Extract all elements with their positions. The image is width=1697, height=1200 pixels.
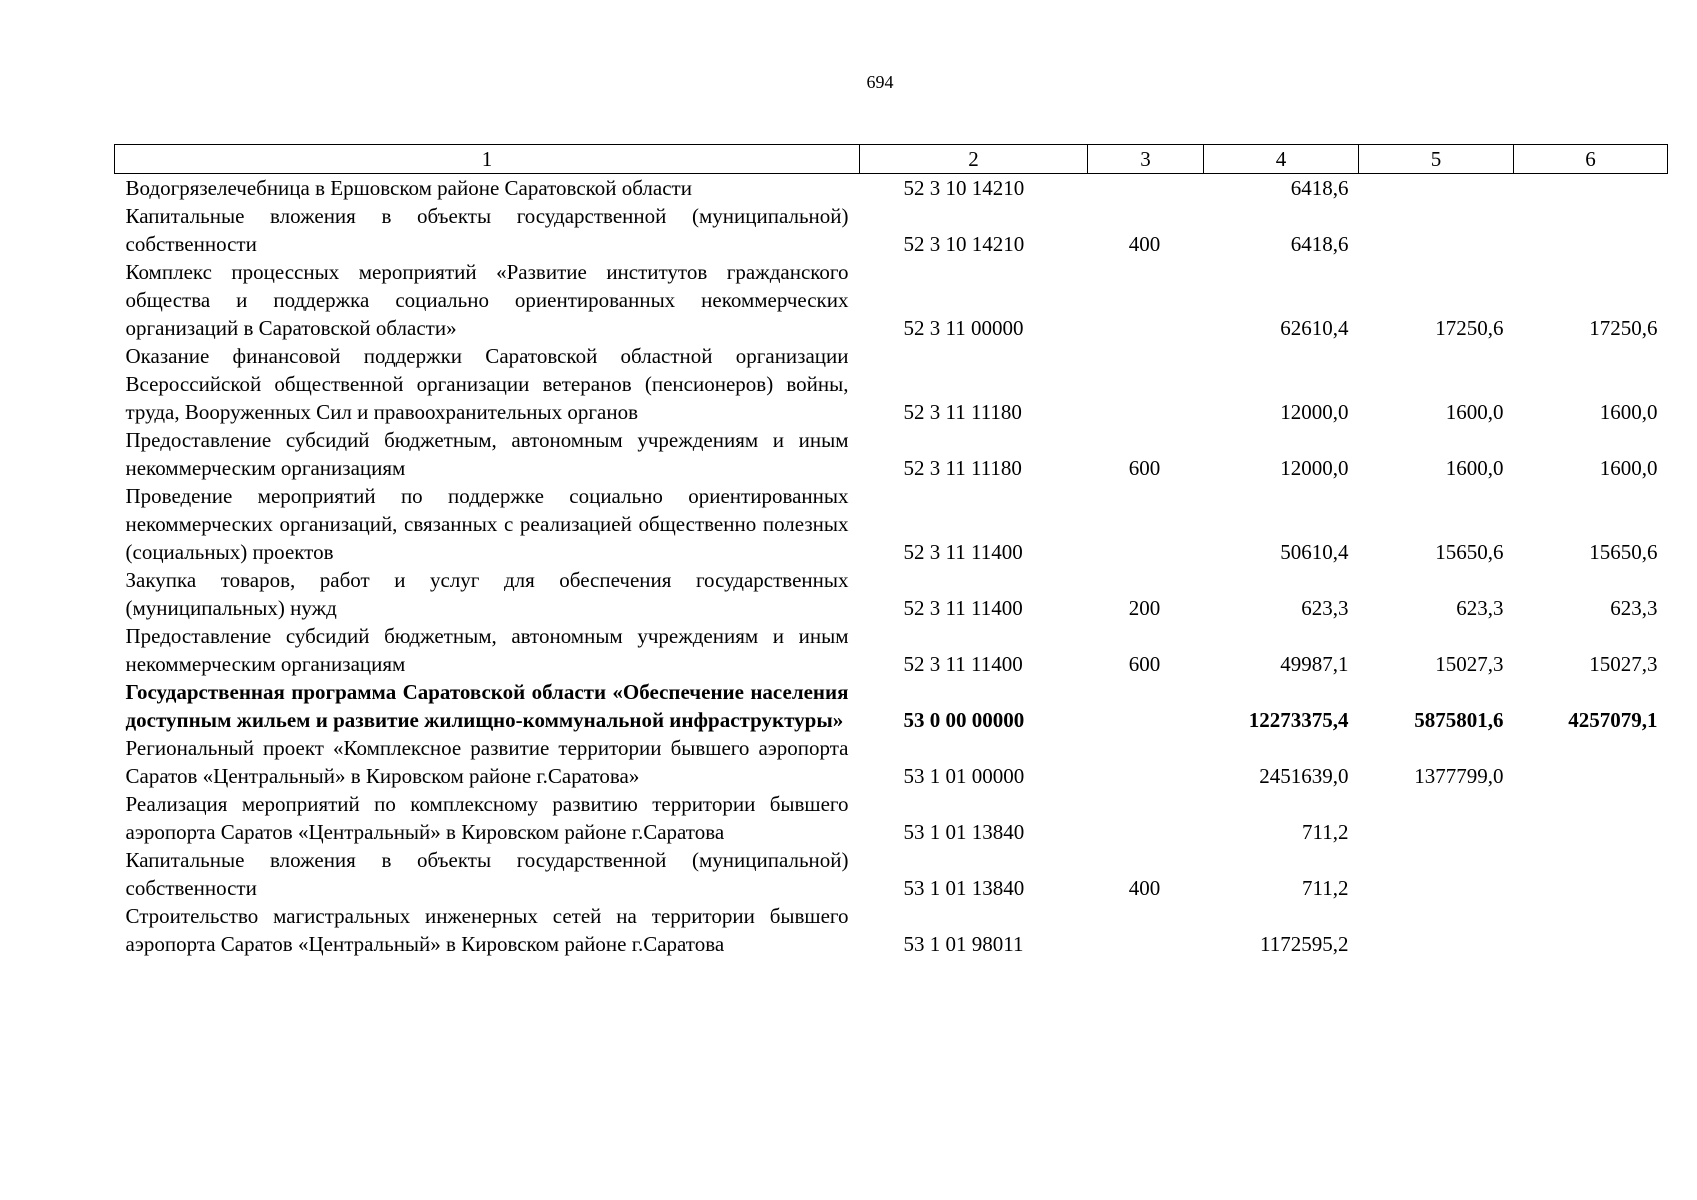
- row-name: Строительство магистральных инженерных сетей на территории бывшего аэропорта Саратов «Центральный» в Кировском районе г.Саратова: [125, 904, 849, 956]
- table-header: [115, 145, 1668, 174]
- budget-table: [114, 144, 1668, 958]
- table-row: [115, 622, 1668, 678]
- row-name: Проведение мероприятий по поддержке социально ориентированных некоммерческих организаций, связанных с реализацией общественно полезных (социальных) проектов: [125, 484, 849, 564]
- row-value-6: [1514, 846, 1668, 902]
- header-col-1: 1: [115, 145, 860, 174]
- header-col-2: 2: [860, 145, 1088, 174]
- row-type: [1088, 734, 1204, 790]
- row-value-5: [1359, 902, 1514, 958]
- table-row: [115, 566, 1668, 622]
- row-value-4: 12273375,4: [1248, 708, 1349, 732]
- row-name: Закупка товаров, работ и услуг для обеспечения государственных (муниципальных) нужд: [125, 568, 849, 620]
- row-value-5: [1359, 790, 1514, 846]
- row-type: [1088, 790, 1204, 846]
- row-code: 52 3 10 14210: [903, 232, 1025, 256]
- header-col-5: 5: [1359, 145, 1514, 174]
- row-type: 600: [1128, 456, 1161, 480]
- row-value-6: [1514, 790, 1668, 846]
- row-value-5: 1600,0: [1445, 400, 1504, 424]
- table-row: [115, 202, 1668, 258]
- row-value-4: 49987,1: [1280, 652, 1349, 676]
- row-value-5: [1359, 846, 1514, 902]
- row-name: Региональный проект «Комплексное развитие территории бывшего аэропорта Саратов «Центральный» в Кировском районе г.Саратова»: [125, 736, 849, 788]
- header-col-4: 4: [1204, 145, 1359, 174]
- row-name: Реализация мероприятий по комплексному развитию территории бывшего аэропорта Саратов «Центральный» в Кировском районе г.Саратова: [125, 792, 849, 844]
- table-row-program-total: [115, 678, 1668, 734]
- row-name: Водогрязелечебница в Ершовском районе Саратовской области: [125, 176, 692, 200]
- row-value-6: [1514, 902, 1668, 958]
- row-value-4: 2451639,0: [1259, 764, 1349, 788]
- row-code: 52 3 11 11400: [903, 540, 1023, 564]
- table-body: [115, 174, 1668, 959]
- row-name: Капитальные вложения в объекты государственной (муниципальной) собственности: [125, 848, 849, 900]
- table-row: [115, 902, 1668, 958]
- row-name: Предоставление субсидий бюджетным, автономным учреждениям и иным некоммерческим организациям: [125, 624, 849, 676]
- row-value-6: 15650,6: [1589, 540, 1658, 564]
- row-type: [1088, 258, 1204, 342]
- row-code: 53 1 01 00000: [903, 764, 1025, 788]
- row-value-6: [1514, 734, 1668, 790]
- row-type: [1088, 482, 1204, 566]
- row-value-6: [1514, 174, 1668, 203]
- row-type: 600: [1128, 652, 1161, 676]
- row-type: [1088, 902, 1204, 958]
- row-code: 52 3 11 11400: [903, 596, 1023, 620]
- row-value-6: 15027,3: [1589, 652, 1658, 676]
- row-code: 53 0 00 00000: [903, 708, 1025, 732]
- table-row: [115, 174, 1668, 203]
- row-value-4: 6418,6: [1290, 176, 1349, 200]
- header-col-3: 3: [1088, 145, 1204, 174]
- row-value-5: 1600,0: [1445, 456, 1504, 480]
- row-value-5: 17250,6: [1435, 316, 1504, 340]
- row-type: 200: [1128, 596, 1161, 620]
- row-value-5: 15027,3: [1435, 652, 1504, 676]
- row-code: 52 3 11 11180: [903, 456, 1022, 480]
- row-name: Комплекс процессных мероприятий «Развитие институтов гражданского общества и поддержка социально ориентированных некоммерческих организаций в Саратовской области»: [125, 260, 849, 340]
- row-value-4: 711,2: [1302, 820, 1349, 844]
- page-number: 694: [866, 72, 894, 92]
- row-value-5: 623,3: [1456, 596, 1504, 620]
- row-type: [1088, 678, 1204, 734]
- row-type: 400: [1128, 232, 1161, 256]
- row-name: Государственная программа Саратовской области «Обеспечение населения доступным жильем и развитие жилищно-коммунальной инфраструктуры»: [125, 680, 849, 732]
- row-value-6: [1514, 202, 1668, 258]
- row-value-6: 1600,0: [1599, 456, 1658, 480]
- table-row: [115, 426, 1668, 482]
- row-type: 400: [1128, 876, 1161, 900]
- row-code: 52 3 11 11400: [903, 652, 1023, 676]
- row-type: [1088, 342, 1204, 426]
- row-value-5: [1359, 174, 1514, 203]
- row-value-6: 623,3: [1610, 596, 1658, 620]
- row-name: Капитальные вложения в объекты государственной (муниципальной) собственности: [125, 204, 849, 256]
- row-value-4: 62610,4: [1280, 316, 1349, 340]
- row-code: 53 1 01 98011: [903, 932, 1024, 956]
- row-name: Оказание финансовой поддержки Саратовской областной организации Всероссийской общественной организации ветеранов (пенсионеров) войны, труда, Вооруженных Сил и правоохранительных органов: [125, 344, 849, 424]
- row-type: [1088, 174, 1204, 203]
- header-col-6: 6: [1514, 145, 1668, 174]
- row-value-6: 17250,6: [1589, 316, 1658, 340]
- row-value-5: 15650,6: [1435, 540, 1504, 564]
- row-value-4: 6418,6: [1290, 232, 1349, 256]
- row-value-4: 12000,0: [1280, 456, 1349, 480]
- row-code: 52 3 11 00000: [903, 316, 1024, 340]
- row-value-5: 1377799,0: [1414, 764, 1504, 788]
- header-row: [115, 145, 1668, 174]
- row-value-4: 623,3: [1301, 596, 1349, 620]
- table-row: [115, 790, 1668, 846]
- row-name: Предоставление субсидий бюджетным, автономным учреждениям и иным некоммерческим организациям: [125, 428, 849, 480]
- row-value-5: 5875801,6: [1414, 708, 1504, 732]
- row-code: 52 3 11 11180: [903, 400, 1022, 424]
- table-row: [115, 734, 1668, 790]
- row-value-4: 711,2: [1302, 876, 1349, 900]
- table-row: [115, 482, 1668, 566]
- row-code: 53 1 01 13840: [903, 820, 1025, 844]
- row-value-6: 4257079,1: [1568, 708, 1658, 732]
- row-value-4: 1172595,2: [1260, 932, 1349, 956]
- row-value-4: 50610,4: [1280, 540, 1349, 564]
- row-value-4: 12000,0: [1280, 400, 1349, 424]
- table-row: [115, 258, 1668, 342]
- row-value-5: [1359, 202, 1514, 258]
- table-row: [115, 846, 1668, 902]
- table-row: [115, 342, 1668, 426]
- row-value-6: 1600,0: [1599, 400, 1658, 424]
- row-code: 52 3 10 14210: [903, 176, 1025, 200]
- row-code: 53 1 01 13840: [903, 876, 1025, 900]
